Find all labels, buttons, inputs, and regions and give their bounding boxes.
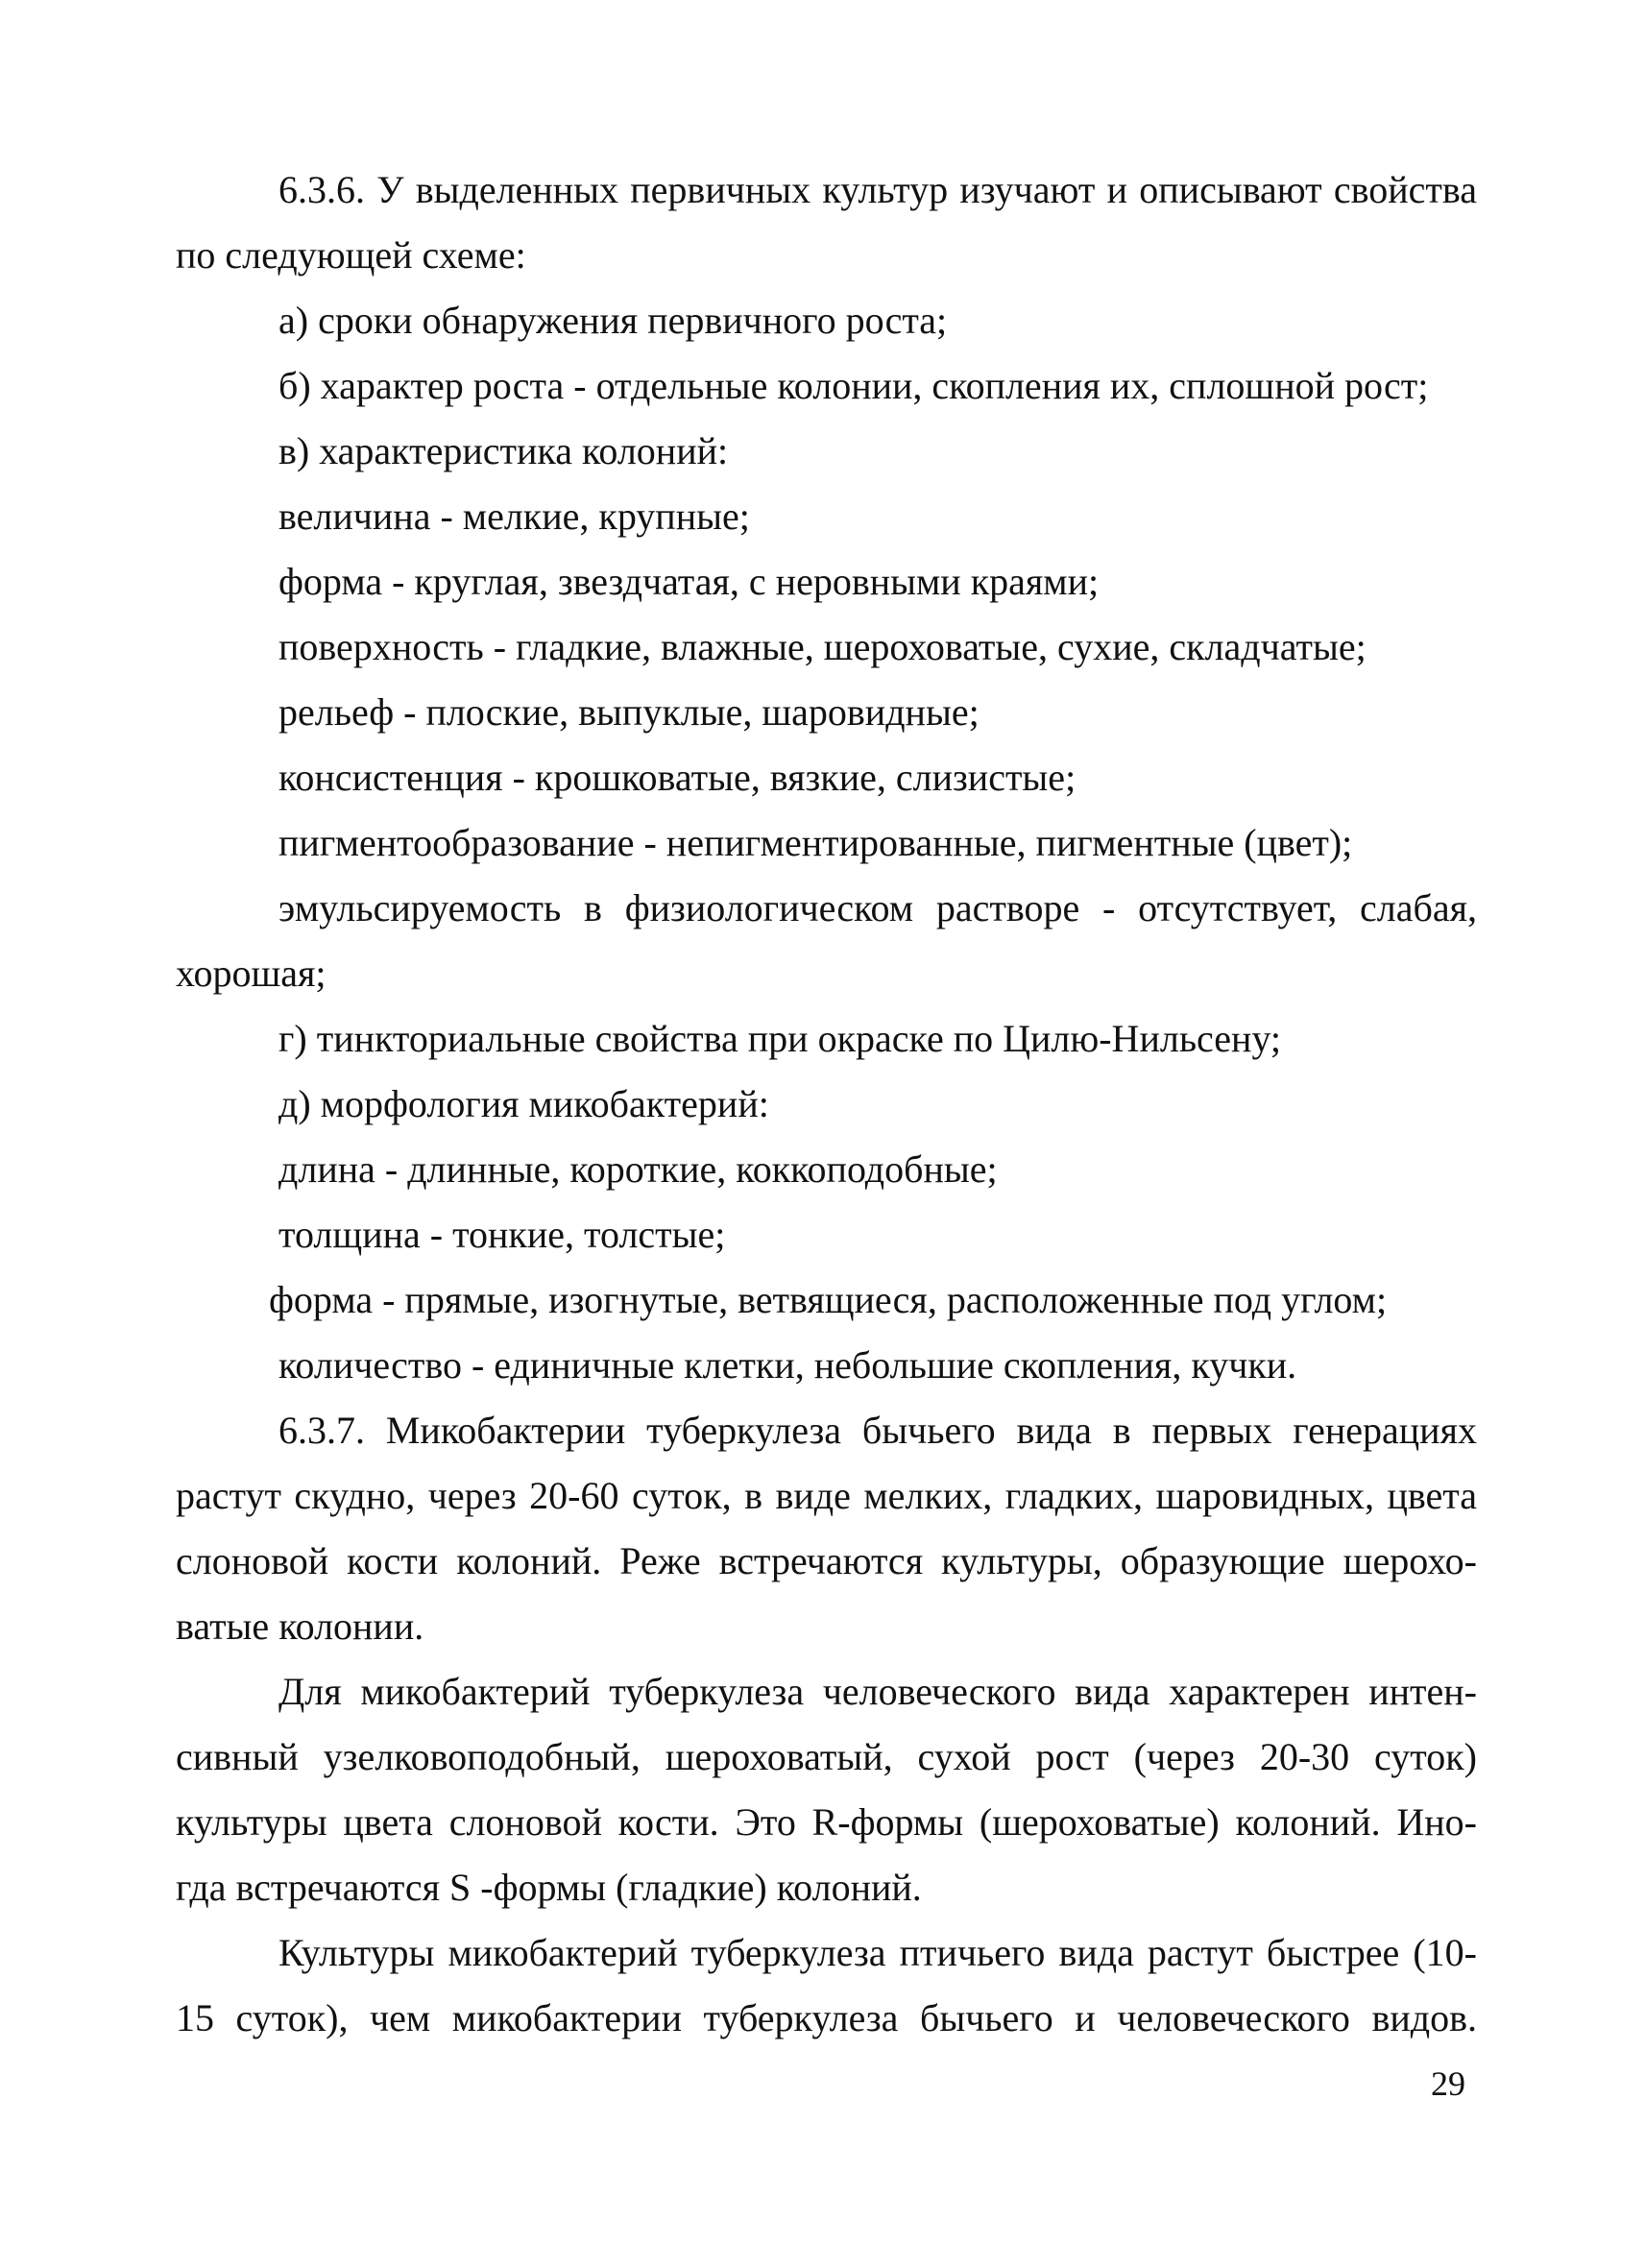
text-line-11: пигментообразование - непигментированные, пигментные (цвет);: [278, 821, 1353, 864]
text-line-25: сивный узелковоподобный, шероховатый, сухой рост (через 20-30 суток): [176, 1735, 1477, 1778]
text-line-12: эмульсируемость в физиологическом растворе - отсутствует, слабая,: [278, 886, 1477, 929]
text-line-9: рельеф - плоские, выпуклые, шаровидные;: [278, 690, 980, 734]
text-line-8: поверхность - гладкие, влажные, шероховатые, сухие, складчатые;: [278, 625, 1367, 668]
text-line-29: 15 суток), чем микобактерии туберкулеза бычьего и человеческого видов.: [176, 1996, 1477, 2039]
text-line-21: растут скудно, через 20-60 суток, в виде мелких, гладких, шаровидных, цвета: [176, 1474, 1477, 1517]
text-line-10: консистенция - крошковатые, вязкие, слизистые;: [278, 756, 1077, 799]
text-line-23: ватые колонии.: [176, 1604, 424, 1648]
text-line-3: а) сроки обнаружения первичного роста;: [278, 299, 948, 342]
text-line-24: Для микобактерий туберкулеза человеческого вида характерен интен-: [278, 1670, 1477, 1713]
text-line-17: толщина - тонкие, толстые;: [278, 1213, 726, 1256]
text-line-4: б) характер роста - отдельные колонии, скопления их, сплошной рост;: [278, 364, 1429, 407]
text-line-14: г) тинкториальные свойства при окраске по Цилю-Нильсену;: [278, 1017, 1282, 1060]
text-line-20: 6.3.7. Микобактерии туберкулеза бычьего вида в первых генерациях: [278, 1409, 1477, 1452]
text-line-7: форма - круглая, звездчатая, с неровными краями;: [278, 560, 1100, 603]
text-line-2: по следующей схеме:: [176, 233, 526, 277]
text-line-13: хорошая;: [176, 952, 327, 995]
text-line-1: 6.3.6. У выделенных первичных культур изучают и описывают свойства: [278, 168, 1477, 211]
text-line-15: д) морфология микобактерий:: [278, 1082, 769, 1125]
text-line-18: форма - прямые, изогнутые, ветвящиеся, расположенные под углом;: [269, 1278, 1388, 1321]
text-line-22: слоновой кости колоний. Реже встречаются культуры, образующие шерохо-: [176, 1539, 1477, 1582]
text-line-26: культуры цвета слоновой кости. Это R-формы (шероховатые) колоний. Ино-: [176, 1800, 1477, 1844]
text-line-27: гда встречаются S -формы (гладкие) колоний.: [176, 1866, 922, 1909]
text-line-19: количество - единичные клетки, небольшие скопления, кучки.: [278, 1343, 1297, 1387]
text-line-5: в) характеристика колоний:: [278, 429, 729, 472]
page-number: 29: [1431, 2064, 1465, 2103]
text-line-28: Культуры микобактерий туберкулеза птичьего вида растут быстрее (10-: [278, 1931, 1477, 1974]
text-line-16: длина - длинные, короткие, коккоподобные;: [278, 1147, 998, 1191]
text-line-6: величина - мелкие, крупные;: [278, 495, 750, 538]
